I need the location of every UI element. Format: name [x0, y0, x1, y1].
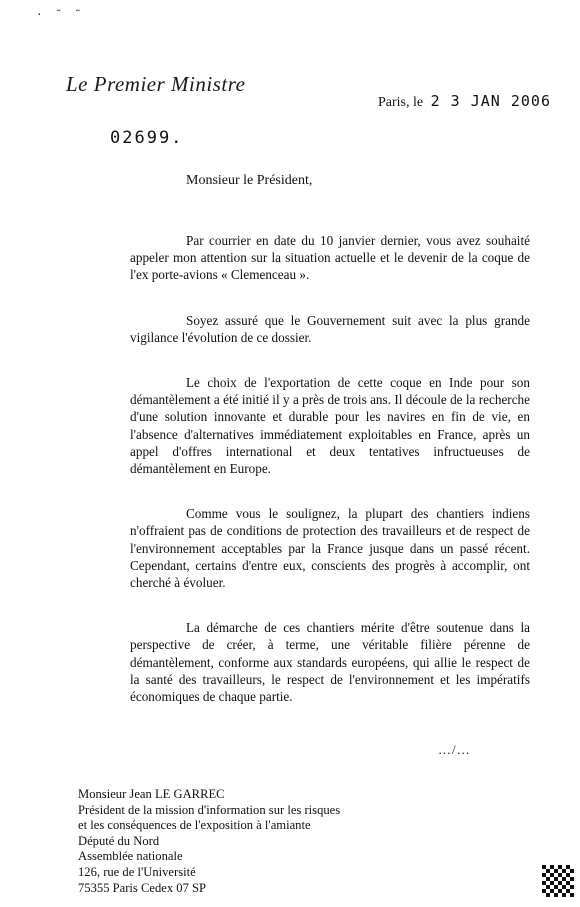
addressee-line: Assemblée nationale [78, 849, 183, 864]
paragraph-3: Le choix de l'exportation de cette coque en Inde pour son démantèlement a été initié il y a près de trois ans. Il découle de la recherche d'une solution innovante et durable pour les navires en fin de vie, en l'absence d'alternatives immédiatement exploitables en France, après un appel d'offres international et deux tentatives infructueuses de démantèlement en Europe. [130, 375, 530, 477]
paragraph-2: Soyez assuré que le Gouvernement suit avec la plus grande vigilance l'évolution de ce dossier. [130, 312, 530, 345]
paragraph-4: Comme vous le soulignez, la plupart des chantiers indiens n'offraient pas de conditions de protection des travailleurs et de respect de l'environnement acceptables par la France jusque dans un passé récent. Cependant, certains d'entre eux, conscients des progrès à accomplir, ont cherché à évoluer. [130, 506, 530, 591]
continuation-mark: …/… [438, 742, 471, 757]
paragraph-5: La démarche de ces chantiers mérite d'être soutenue dans la perspective de créer, à terme, une véritable filière pérenne de démantèlement, conforme aux standards européens, qui allie le respect de la santé des travailleurs, le respect de l'environnement et les impératifs économiques de chaque partie. [130, 620, 530, 705]
place-date [378, 92, 551, 111]
scan-corner-marks: · ˜ ˜ [36, 8, 85, 21]
letter-body [130, 232, 530, 733]
addressee-line: et les conséquences de l'exposition à l'amiante [78, 818, 311, 833]
checker-mark-icon [542, 865, 574, 897]
letterhead-title: Le Premier Ministre [66, 72, 246, 96]
addressee-line: Président de la mission d'information sur les risques [78, 802, 341, 817]
place-label: Paris, le [378, 95, 424, 110]
date-stamp: 2 3 JAN 2006 [430, 92, 551, 110]
reference-number: 02699. [110, 128, 184, 148]
addressee-line: Monsieur Jean LE GARREC [78, 787, 225, 801]
paragraph-1: Par courrier en date du 10 janvier dernier, vous avez souhaité appeler mon attention sur la situation actuelle et le devenir de la coque de l'ex porte-avions « Clemenceau ». [130, 233, 530, 283]
addressee-line: 75355 Paris Cedex 07 SP [78, 880, 207, 895]
addressee-line: Député du Nord [78, 833, 160, 848]
addressee-line: 126, rue de l'Université [78, 864, 196, 879]
salutation: Monsieur le Président, [186, 173, 313, 188]
addressee-block [78, 787, 340, 896]
